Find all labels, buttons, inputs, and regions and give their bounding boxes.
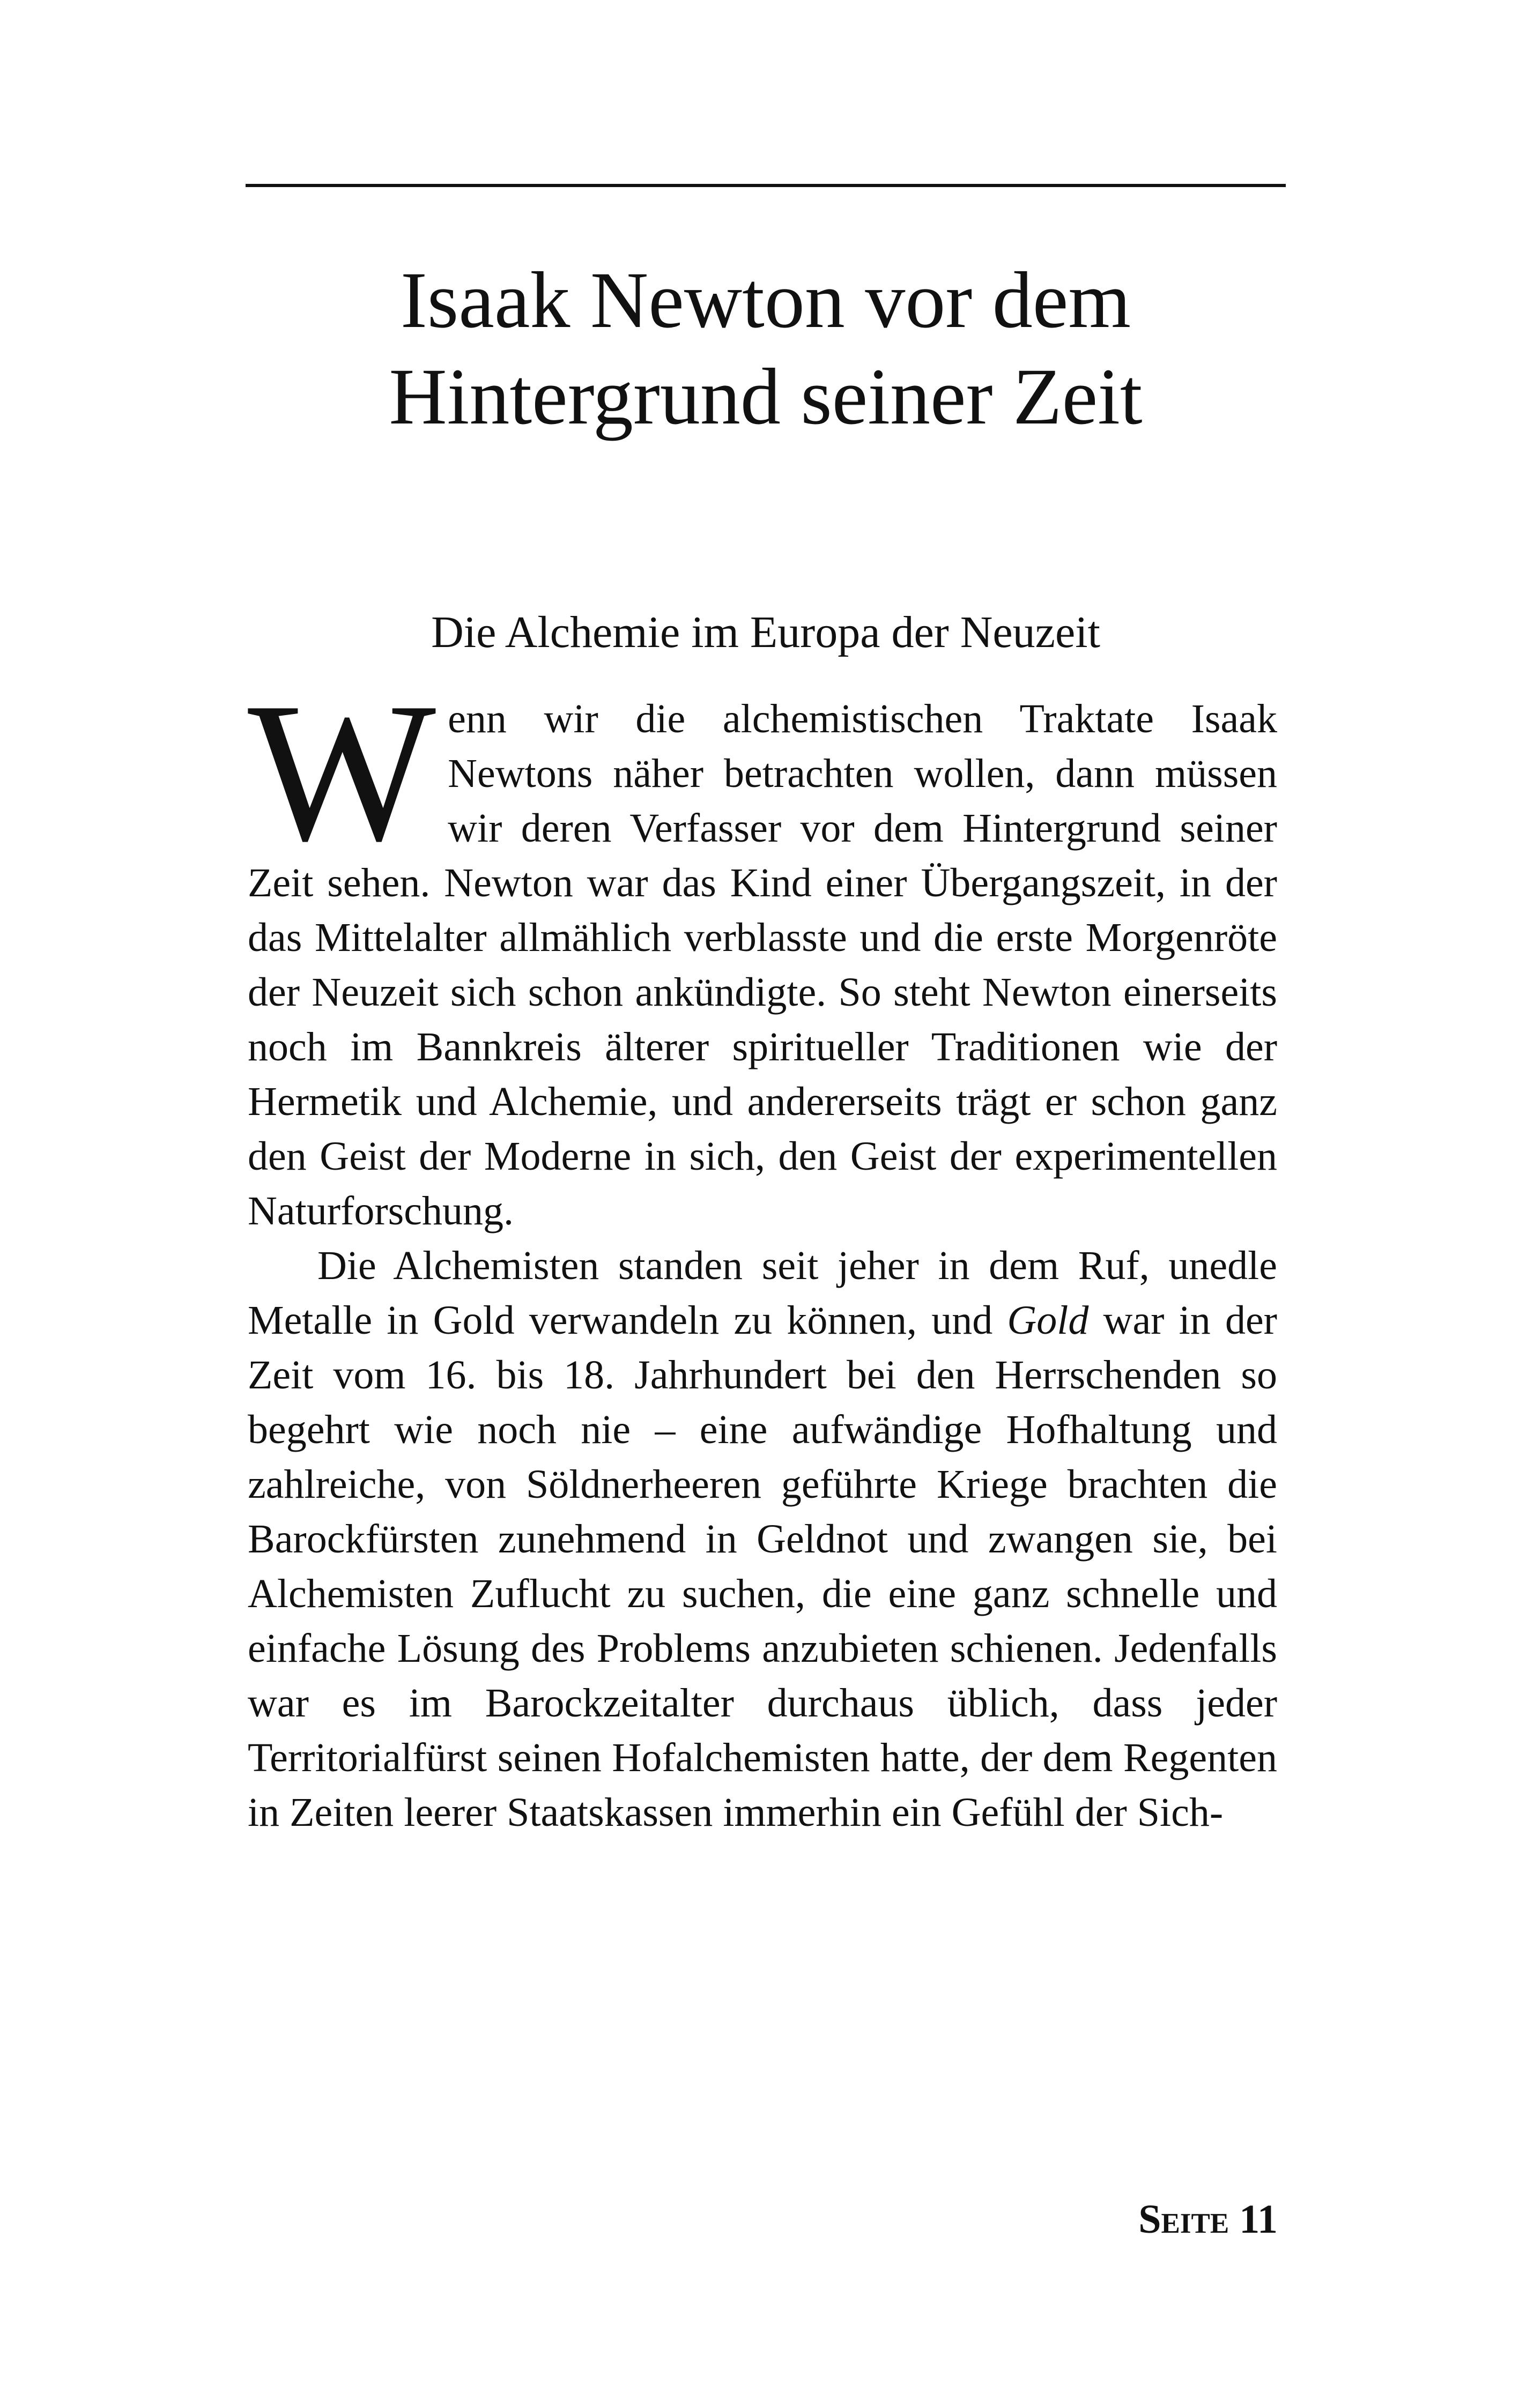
body-text: [248, 662, 1277, 1840]
chapter-title-line-2: Hintergrund seiner Zeit: [389, 352, 1143, 441]
paragraph-1: [248, 662, 1277, 1238]
emphasized-word: Gold: [1007, 1298, 1089, 1343]
page-number: 11: [1239, 2197, 1278, 2242]
section-heading: Die Alchemie im Europa der Neuzeit: [431, 607, 1100, 657]
page-footer: [1138, 2195, 1278, 2243]
paragraph-2-text-start: Die Alchemisten standen seit jeher in dem Ruf, unedle Metalle in Gold verwandeln zu können, und: [248, 1243, 1277, 1343]
drop-cap: W: [248, 662, 436, 882]
paragraph-2: [248, 1238, 1277, 1840]
page-label: Seite: [1138, 2197, 1229, 2242]
top-rule: [246, 184, 1286, 187]
chapter-title-line-1: Isaak Newton vor dem: [400, 256, 1131, 345]
paragraph-1-text: enn wir die alchemistischen Traktate Isaak Newtons näher betrachten wollen, dann müssen wir deren Verfasser vor dem Hintergrund seiner Zeit sehen. Newton war das Kind einer Übergangszeit, in der das Mittelalter allmählich verblasste und die erste Morgenröte der Neuzeit sich schon ankündigte. So steht Newton einerseits noch im Bannkreis älterer spiritueller Traditionen wie der Hermetik und Alchemie, und andererseits trägt er schon ganz den Geist der Moderne in sich, den Geist der experimentellen Naturforschung.: [248, 696, 1277, 1233]
chapter-title: [246, 252, 1286, 445]
paragraph-2-text-end: war in der Zeit vom 16. bis 18. Jahrhundert bei den Herrschenden so begehrt wie noch nie – eine aufwändige Hofhaltung und zahlreiche, von Söldnerheeren geführte Kriege brachten die Barockfürsten zunehmend in Geldnot und zwangen sie, bei Alchemisten Zuflucht zu suchen, die eine ganz schnelle und einfache Lösung des Problems anzubieten schienen. Jedenfalls war es im Barockzeitalter durchaus üblich, dass jeder Territorialfürst seinen Hofalchemisten hatte, der dem Regenten in Zeiten leerer Staatskassen immerhin ein Gefühl der Sich-: [248, 1298, 1277, 1835]
